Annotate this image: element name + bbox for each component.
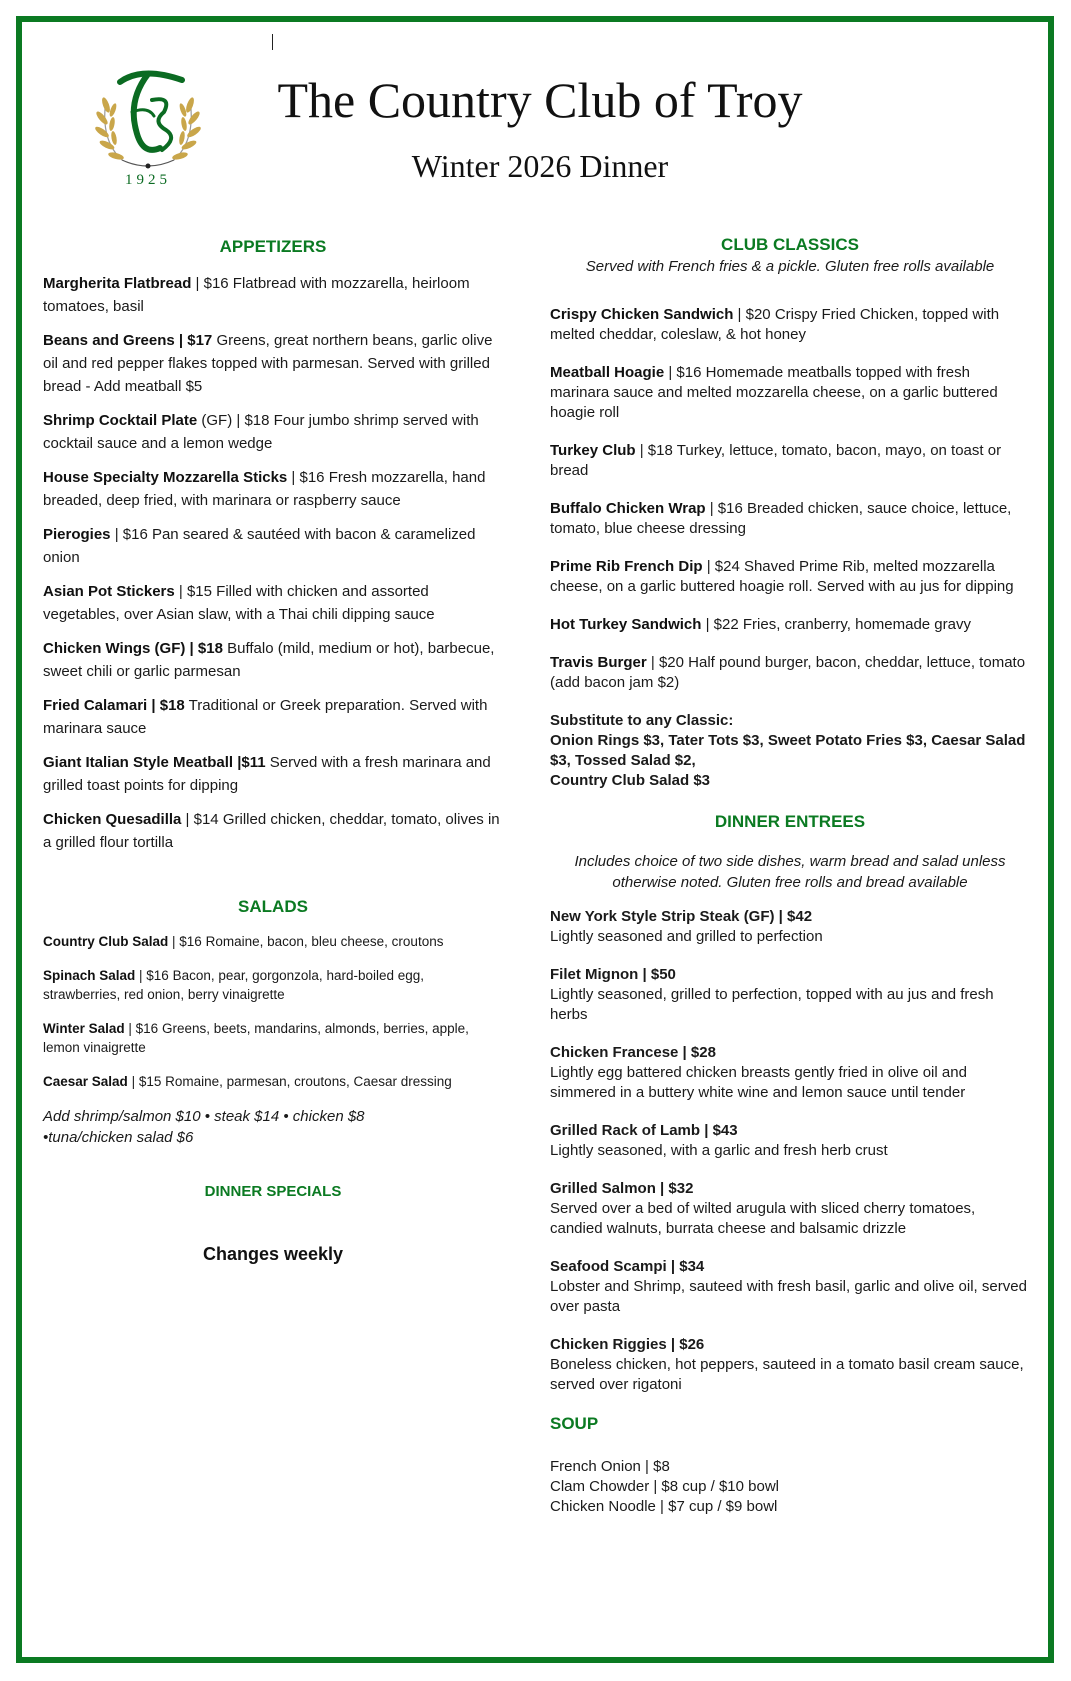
substitutes <box>550 711 1030 791</box>
soup-item: Clam Chowder | $8 cup / $10 bowl <box>550 1478 780 1495</box>
item-name: Meatball Hoagie <box>550 364 665 381</box>
entree-name: New York Style Strip Steak (GF) | $42 <box>550 908 813 925</box>
item-description: Filled with chicken and assorted vegetables, over Asian slaw, with a Thai chili dipping sauce <box>43 583 435 623</box>
item-price: | $22 <box>701 616 739 633</box>
item-description: Four jumbo shrimp served with cocktail sauce and a lemon wedge <box>43 412 479 452</box>
item-price: (GF) | $18 <box>197 412 270 429</box>
menu-item <box>550 305 1030 345</box>
menu-item <box>43 694 503 740</box>
entree-item <box>550 1335 1030 1395</box>
monogram-icon <box>120 73 182 150</box>
item-description: Fresh mozzarella, hand breaded, deep fried, with marinara or raspberry sauce <box>43 469 486 509</box>
item-price: | $16 <box>124 1021 159 1036</box>
item-name: Prime Rib French Dip <box>550 558 703 575</box>
salad-addons-line2: •tuna/chicken salad $6 <box>43 1129 194 1146</box>
item-price: | $16 <box>287 469 325 486</box>
substitute-line2: Country Club Salad $3 <box>550 772 711 789</box>
salad-addons <box>43 1106 503 1148</box>
menu-item <box>43 1072 503 1091</box>
substitute-title: Substitute to any Classic: <box>550 712 734 729</box>
right-column <box>550 234 1030 1517</box>
menu-item <box>43 466 503 512</box>
entree-description: Lobster and Shrimp, sauteed with fresh basil, garlic and olive oil, served over pasta <box>550 1278 1027 1315</box>
soup-heading: SOUP <box>550 1414 599 1433</box>
club-title: The Country Club of Troy <box>277 72 803 128</box>
item-description: Breaded chicken, sauce choice, lettuce, tomato, blue cheese dressing <box>550 500 1012 537</box>
item-name: Turkey Club <box>550 442 636 459</box>
item-price: | $16 <box>168 934 202 949</box>
item-name: Asian Pot Stickers <box>43 583 175 600</box>
item-name: Giant Italian Style Meatball |$11 <box>43 754 266 771</box>
salad-addons-line1: Add shrimp/salmon $10 • steak $14 • chicken $8 <box>43 1108 365 1125</box>
entree-item <box>550 1121 1030 1161</box>
item-description: Served with a fresh marinara and grilled toast points for dipping <box>43 754 491 794</box>
item-name: Winter Salad <box>43 1021 125 1036</box>
item-name: Hot Turkey Sandwich <box>550 616 702 633</box>
menu-item <box>43 329 503 398</box>
item-name: Buffalo Chicken Wrap <box>550 500 706 517</box>
menu-item <box>43 1019 503 1057</box>
item-price: | $14 <box>181 811 219 828</box>
menu-item <box>43 751 503 797</box>
dinner-entrees-note: Includes choice of two side dishes, warm bread and salad unless otherwise noted. Gluten free rolls and bread available <box>574 853 1006 891</box>
menu-item <box>43 409 503 455</box>
club-classics-heading: CLUB CLASSICS <box>721 235 859 254</box>
entree-item <box>550 965 1030 1025</box>
item-description: Romaine, parmesan, croutons, Caesar dressing <box>161 1074 452 1089</box>
substitute-line1: Onion Rings $3, Tater Tots $3, Sweet Potato Fries $3, Caesar Salad $3, Tossed Salad $2, <box>550 732 1026 769</box>
entree-name: Chicken Riggies | $26 <box>550 1336 705 1353</box>
item-name: Travis Burger <box>550 654 647 671</box>
item-price: | $16 <box>705 500 743 517</box>
soup-item: Chicken Noodle | $7 cup / $9 bowl <box>550 1498 778 1515</box>
item-description: Pan seared & sautéed with bacon & caramelized onion <box>43 526 476 566</box>
menu-item <box>550 653 1030 693</box>
menu-item <box>550 557 1030 597</box>
entree-name: Chicken Francese | $28 <box>550 1044 716 1061</box>
club-logo <box>92 60 204 188</box>
item-description: Flatbread with mozzarella, heirloom tomatoes, basil <box>43 275 470 315</box>
entree-description: Boneless chicken, hot peppers, sauteed in a tomato basil cream sauce, served over rigatoni <box>550 1356 1024 1393</box>
club-classics-list <box>550 305 1030 693</box>
item-description: Traditional or Greek preparation. Served with marinara sauce <box>43 697 488 737</box>
item-price: | $24 <box>702 558 740 575</box>
menu-item <box>550 615 1030 635</box>
item-description: Greens, beets, mandarins, almonds, berries, apple, lemon vinaigrette <box>43 1021 469 1055</box>
item-name: Chicken Wings (GF) | $18 <box>43 640 223 657</box>
club-classics-note: Served with French fries & a pickle. Gluten free rolls available <box>585 258 995 275</box>
item-description: Grilled chicken, cheddar, tomato, olives in a grilled flour tortilla <box>43 811 500 851</box>
menu-item <box>43 272 503 318</box>
entree-item <box>550 1179 1030 1239</box>
item-name: Spinach Salad <box>43 968 136 983</box>
menu-item <box>43 932 503 951</box>
item-name: Caesar Salad <box>43 1074 128 1089</box>
item-price: | $16 <box>135 968 169 983</box>
item-description: Turkey, lettuce, tomato, bacon, mayo, on toast or bread <box>550 442 1002 479</box>
item-price: | $16 <box>664 364 702 381</box>
menu-item <box>550 441 1030 481</box>
specials-text: Changes weekly <box>202 1244 344 1264</box>
left-column <box>43 236 503 1265</box>
entree-description: Lightly seasoned and grilled to perfection <box>550 928 823 945</box>
entree-description: Lightly seasoned, grilled to perfection, topped with au jus and fresh herbs <box>550 986 994 1023</box>
item-price: | $16 <box>110 526 148 543</box>
item-description: Homemade meatballs topped with fresh marinara sauce and melted mozzarella cheese, on a garlic buttered hoagie roll <box>550 364 998 421</box>
entree-name: Seafood Scampi | $34 <box>550 1258 705 1275</box>
item-name: House Specialty Mozzarella Sticks <box>43 469 288 486</box>
soup-list <box>550 1457 1030 1517</box>
menu-item <box>43 580 503 626</box>
menu-item <box>43 637 503 683</box>
item-description: Crispy Fried Chicken, topped with melted cheddar, coleslaw, & hot honey <box>550 306 1000 343</box>
item-name: Beans and Greens | $17 <box>43 332 213 349</box>
dinner-specials-heading: DINNER SPECIALS <box>204 1183 342 1200</box>
laurel-wreath-icon <box>94 96 203 168</box>
dinner-entrees-heading: DINNER ENTREES <box>714 812 866 831</box>
entree-item <box>550 1257 1030 1317</box>
entree-description: Lightly seasoned, with a garlic and fresh herb crust <box>550 1142 888 1159</box>
item-name: Pierogies <box>43 526 111 543</box>
item-description: Buffalo (mild, medium or hot), barbecue, sweet chili or garlic parmesan <box>43 640 495 680</box>
item-name: Chicken Quesadilla <box>43 811 182 828</box>
salads-list <box>43 932 503 1091</box>
text-cursor <box>272 34 273 50</box>
item-price: | $18 <box>635 442 673 459</box>
menu-subtitle: Winter 2026 Dinner <box>411 148 669 184</box>
appetizers-list <box>43 272 503 854</box>
salads-heading: SALADS <box>238 897 308 916</box>
item-name: Crispy Chicken Sandwich <box>550 306 734 323</box>
entree-name: Filet Mignon | $50 <box>550 966 676 983</box>
item-name: Fried Calamari | $18 <box>43 697 185 714</box>
entree-item <box>550 907 1030 947</box>
item-description: Bacon, pear, gorgonzola, hard-boiled egg, strawberries, red onion, berry vinaigrette <box>43 968 425 1002</box>
item-description: Fries, cranberry, homemade gravy <box>738 616 971 633</box>
item-name: Country Club Salad <box>43 934 169 949</box>
entree-description: Served over a bed of wilted arugula with sliced cherry tomatoes, candied walnuts, burrata cheese and balsamic drizzle <box>550 1200 976 1237</box>
item-price: | $16 <box>191 275 229 292</box>
menu-item <box>43 966 503 1004</box>
dinner-entrees-list <box>550 907 1030 1395</box>
entree-item <box>550 1043 1030 1103</box>
menu-item <box>43 808 503 854</box>
item-price: | $15 <box>174 583 212 600</box>
item-description: Romaine, bacon, bleu cheese, croutons <box>201 934 444 949</box>
item-description: Greens, great northern beans, garlic olive oil and red pepper flakes topped with parmesan. Served with grilled bread - Add meatball $5 <box>43 332 493 395</box>
item-description: Shaved Prime Rib, melted mozzarella cheese, on a garlic buttered hoagie roll. Served with au jus for dipping <box>550 558 1014 595</box>
item-price: | $15 <box>127 1074 162 1089</box>
item-name: Margherita Flatbread <box>43 275 192 292</box>
item-price: | $20 <box>733 306 771 323</box>
item-description: Half pound burger, bacon, cheddar, lettuce, tomato (add bacon jam $2) <box>550 654 1026 691</box>
soup-item: French Onion | $8 <box>550 1458 670 1475</box>
appetizers-heading: APPETIZERS <box>219 237 327 256</box>
item-price: | $20 <box>646 654 684 671</box>
entree-description: Lightly egg battered chicken breasts gently fried in olive oil and simmered in a buttery white wine and lemon sauce until tender <box>550 1064 967 1101</box>
entree-name: Grilled Salmon | $32 <box>550 1180 694 1197</box>
entree-name: Grilled Rack of Lamb | $43 <box>550 1122 738 1139</box>
item-name: Shrimp Cocktail Plate <box>43 412 198 429</box>
menu-item <box>550 363 1030 423</box>
menu-item <box>43 523 503 569</box>
logo-year: 1925 <box>125 172 171 188</box>
menu-item <box>550 499 1030 539</box>
